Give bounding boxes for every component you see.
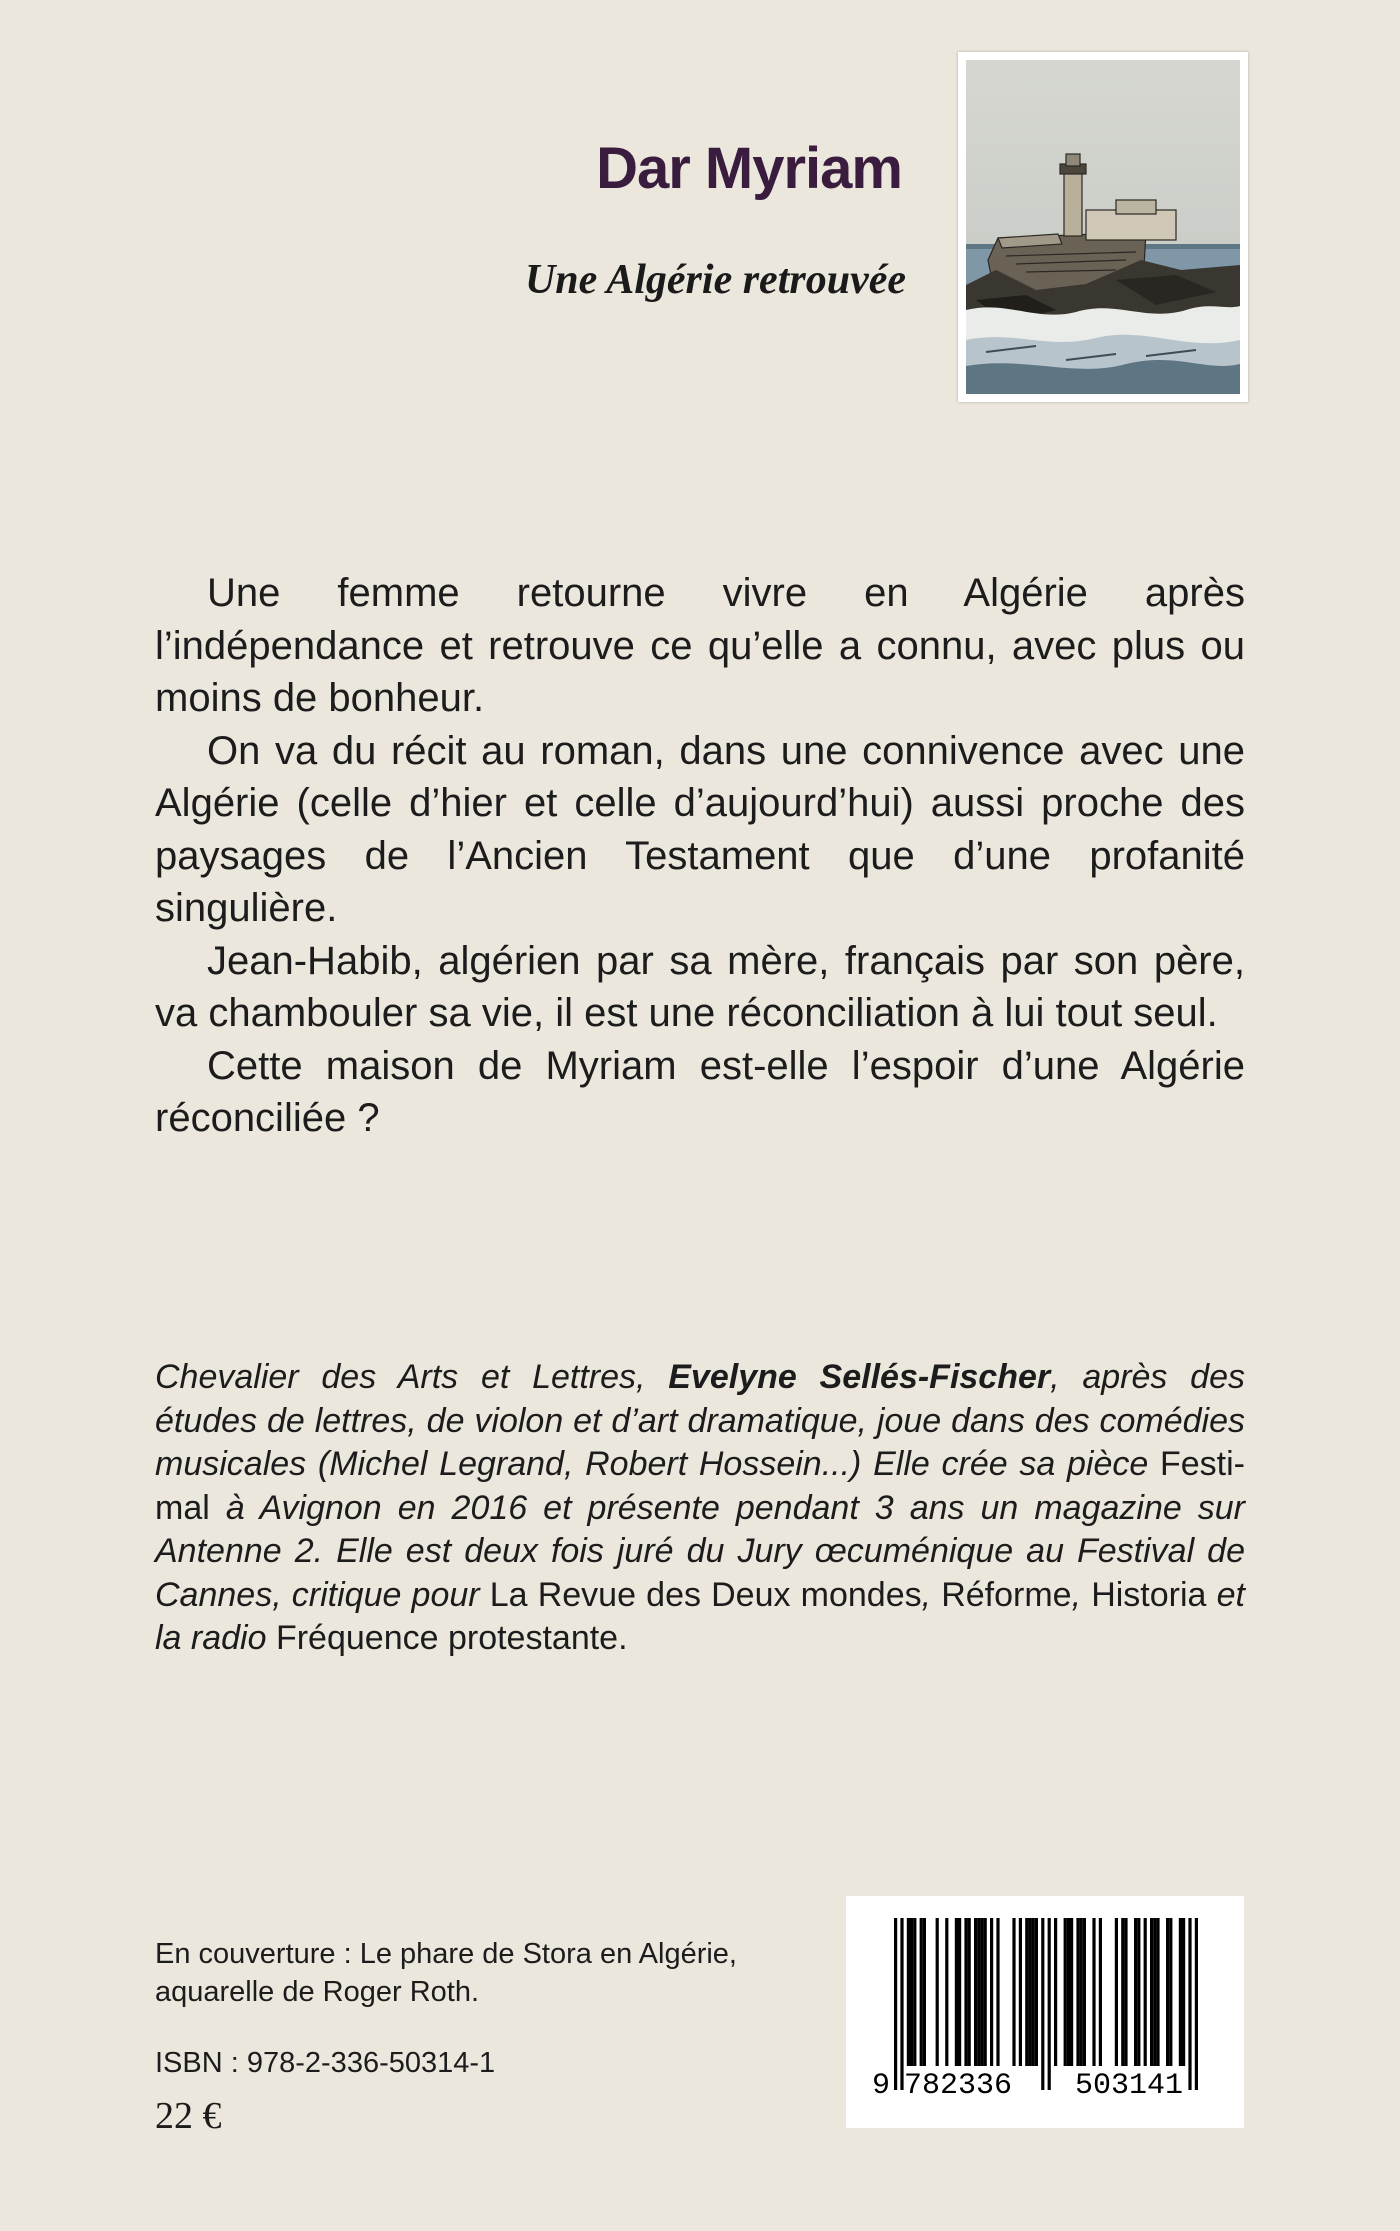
bio-separator: , xyxy=(921,1575,942,1614)
barcode-bar xyxy=(1195,1918,1198,2090)
barcode-bar xyxy=(1121,1918,1124,2066)
bio-text: , après des études de lettres, de violon et d’art dramatique, joue dans des comédies musicales (Michel Legrand, Robert Hossein...) Elle crée sa pièce xyxy=(155,1358,1245,1483)
barcode-bar xyxy=(1070,1918,1073,2066)
barcode-bar xyxy=(907,1918,910,2066)
barcode-bar xyxy=(1153,1918,1156,2066)
barcode-bar xyxy=(1124,1918,1127,2066)
cover-credit-line: En couverture : Le phare de Stora en Algérie, xyxy=(155,1938,737,1970)
barcode-bar xyxy=(990,1918,993,2066)
barcode-bar xyxy=(1188,1918,1191,2090)
barcode-digits-right: 503141 xyxy=(1074,2069,1184,2103)
cover-credit xyxy=(155,1935,737,2011)
barcode-bar xyxy=(1179,1918,1182,2066)
barcode-bar xyxy=(1166,1918,1169,2066)
barcode-bar xyxy=(1144,1918,1147,2066)
lighthouse-watercolor-illustration-icon xyxy=(966,60,1240,394)
barcode-bar xyxy=(980,1918,983,2066)
barcode-bar xyxy=(936,1918,939,2066)
barcode-bar xyxy=(1083,1918,1086,2066)
barcode-bar xyxy=(1032,1918,1035,2066)
play-title: Festi-mal xyxy=(155,1445,1245,1527)
barcode-bar xyxy=(1067,1918,1070,2066)
bio-text: et la radio xyxy=(155,1575,1245,1657)
barcode-bar xyxy=(1169,1918,1172,2066)
barcode-bar xyxy=(913,1918,916,2066)
barcode-bar xyxy=(900,1918,903,2090)
barcode-bar xyxy=(1115,1918,1118,2066)
barcode-icon xyxy=(846,1896,1244,2128)
cover-credit-line: aquarelle de Roger Roth. xyxy=(155,1976,480,2008)
cover-illustration xyxy=(958,52,1248,402)
book-subtitle: Une Algérie retrouvée xyxy=(524,257,906,303)
barcode-digits-left: 782336 xyxy=(903,2069,1013,2103)
barcode-bar xyxy=(1025,1918,1028,2066)
publication-title: La Revue des Deux mondes xyxy=(489,1575,922,1614)
blurb-paragraph: Jean-Habib, algérien par sa mère, français par son père, va chambouler sa vie, il est une réconciliation à lui tout seul. xyxy=(155,938,1245,1035)
barcode-bar xyxy=(1080,1918,1083,2066)
barcode-bar xyxy=(910,1918,913,2066)
barcode-bar xyxy=(923,1918,926,2066)
barcode-bar xyxy=(1099,1918,1102,2066)
bio-prefix: Chevalier des Arts et Lettres, xyxy=(155,1358,669,1396)
bio-separator: , xyxy=(1071,1575,1092,1614)
bio-end: . xyxy=(618,1619,628,1657)
barcode-bar xyxy=(1182,1918,1185,2066)
barcode-bar xyxy=(894,1918,897,2090)
barcode-bar xyxy=(1035,1918,1038,2066)
publication-title: Historia xyxy=(1091,1575,1207,1614)
barcode-bar xyxy=(1012,1918,1015,2066)
book-title: Dar Myriam xyxy=(596,136,902,201)
blurb-paragraph: Une femme retourne vivre en Algérie après l’indépendance et retrouve ce qu’elle a connu, avec plus ou moins de bonheur. xyxy=(155,571,1245,720)
author-name: Evelyne Sellés-Fischer xyxy=(668,1358,1051,1396)
barcode-bar xyxy=(1156,1918,1159,2066)
barcode-digit-first: 9 xyxy=(872,2069,891,2103)
blurb-paragraph: On va du récit au roman, dans une connivence avec une Algérie (celle d’hier et celle d’aujourd’hui) aussi proche des paysages de l’Ancien Testament que d’une profanité singulière. xyxy=(155,728,1245,930)
barcode xyxy=(846,1896,1244,2128)
bio-text: à Avignon en 2016 et présente pendant 3 ans un magazine sur Antenne 2. Elle est deux fois juré du Jury œcuménique au Festival de Cannes, critique pour xyxy=(155,1488,1245,1614)
barcode-bar xyxy=(1064,1918,1067,2066)
barcode-bar xyxy=(1041,1918,1044,2090)
isbn: ISBN : 978-2-336-50314-1 xyxy=(155,2047,496,2079)
barcode-bar xyxy=(945,1918,948,2066)
barcode-bar xyxy=(1076,1918,1079,2066)
barcode-bar xyxy=(968,1918,971,2066)
barcode-bar xyxy=(984,1918,987,2066)
barcode-bar xyxy=(1134,1918,1137,2066)
price: 22 € xyxy=(155,2095,222,2137)
barcode-bar xyxy=(958,1918,961,2066)
barcode-bar xyxy=(1092,1918,1095,2066)
barcode-bar xyxy=(1019,1918,1022,2066)
back-cover-blurb xyxy=(155,567,1245,1145)
publication-title: Fréquence protestante xyxy=(275,1619,619,1657)
author-bio xyxy=(155,1356,1245,1661)
barcode-bar xyxy=(977,1918,980,2066)
barcode-bar xyxy=(920,1918,923,2066)
barcode-bar xyxy=(1048,1918,1051,2090)
publication-title: Réforme xyxy=(941,1575,1072,1614)
barcode-bar xyxy=(955,1918,958,2066)
barcode-bar xyxy=(974,1918,977,2066)
barcode-bar xyxy=(1137,1918,1140,2066)
barcode-bar xyxy=(1054,1918,1057,2066)
blurb-paragraph: Cette maison de Myriam est-elle l’espoir d’une Algérie réconciliée ? xyxy=(155,1043,1245,1140)
barcode-bar xyxy=(996,1918,999,2066)
barcode-bar xyxy=(1150,1918,1153,2066)
barcode-bar xyxy=(964,1918,967,2066)
barcode-bar xyxy=(1028,1918,1031,2066)
